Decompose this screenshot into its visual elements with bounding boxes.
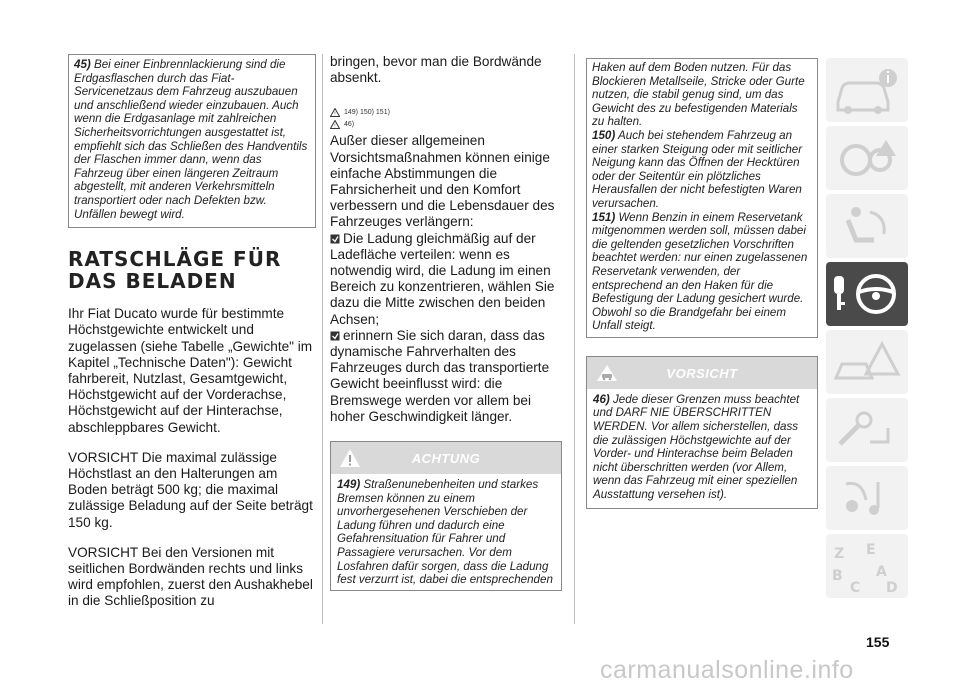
note-45-box: [68, 54, 316, 228]
achtung-box: [330, 441, 562, 591]
achtung-label: ACHTUNG: [411, 451, 481, 467]
column-1: [68, 54, 316, 624]
svg-text:C: C: [850, 580, 861, 596]
vorsicht-label: VORSICHT: [666, 365, 738, 381]
chapter-tab-maintenance[interactable]: [826, 398, 908, 462]
column-divider-1: [322, 54, 323, 624]
note-150-text: Auch bei stehendem Fahrzeug an einer starken Steigung oder mit seitlicher Neigung kann das Öffnen der Hecktüren oder der Seitentür ein plötzliches Herausfallen der nicht befestigten Waren verursachen.: [592, 128, 803, 210]
section-heading: [68, 248, 316, 292]
dashboard-warning-icon: [826, 126, 908, 190]
column-divider-2: [574, 54, 575, 624]
alphabet-index-icon: [826, 534, 908, 598]
paragraph-continuation: bringen, bevor man die Bordwände absenkt.: [330, 54, 542, 86]
note-149-continued: Haken auf dem Boden nutzen. Für das Blockieren Metallseile, Stricke oder Gurte nutzen, die stabil genug sind, um das Gewicht des zu befestigenden Materials zu halten.: [592, 61, 805, 129]
chapter-tab-info[interactable]: [826, 58, 908, 122]
note-151: [592, 211, 812, 333]
svg-text:A: A: [876, 564, 887, 580]
svg-text:!: !: [334, 124, 336, 130]
note-151-number: 151): [592, 210, 616, 224]
paragraph-side-walls: VORSICHT Bei den Versionen mit seitlichen Bordwänden rechts und links wird empfohlen, zuerst den Aushakhebel in die Schließposition zu: [68, 544, 313, 609]
music-navigation-icon: [826, 466, 908, 530]
airbag-seat-icon: [826, 194, 908, 258]
bullet-1-text: Die Ladung gleichmäßig auf der Ladefläche verteilen: wenn es notwendig wird, die Ladung im einen Bereich zu konzentrieren, wählen Sie dazu die Mitte zwischen den beiden Achsen;: [330, 230, 555, 327]
continued-notes-box: [586, 58, 818, 338]
bullet-square-icon: [330, 331, 340, 341]
refs-46: 46): [344, 121, 355, 129]
warning-refs-1: [330, 108, 562, 117]
svg-text:B: B: [832, 568, 843, 584]
refs-149-151: 149) 150) 151): [344, 109, 390, 117]
bullet-item-2: [330, 328, 562, 425]
svg-text:D: D: [886, 580, 898, 596]
note-45: [74, 58, 310, 221]
achtung-header: [331, 442, 561, 474]
vorsicht-box: [586, 356, 818, 509]
bullet-2-text: erinnern Sie sich daran, dass das dynamische Fahrverhalten des Fahrzeuges durch das transportierte Gewicht beeinflusst wird: die Bremswege werden vor allem bei hoher Geschwindigkeit länger.: [330, 327, 550, 424]
note-46: [587, 389, 817, 508]
note-46-number: 46): [593, 392, 610, 406]
svg-text:!: !: [334, 112, 336, 118]
vorsicht-header: [587, 357, 817, 389]
chapter-tab-emergency[interactable]: [826, 330, 908, 394]
car-info-icon: [826, 58, 908, 122]
paragraph-weights: Ihr Fiat Ducato wurde für bestimmte Höchstgewichte entwickelt und zugelassen (siehe Tabelle „Gewichte" im Kapitel „Technische Daten"): Gewicht fahrbereit, Nutzlast, Gesamtgewicht, Höchstgewicht auf der Vorderachse, Höchstgewicht auf der Hinterachse, abschleppbares Gewicht.: [68, 306, 313, 435]
watermark: carmanualsonline.info: [600, 656, 854, 684]
service-tools-icon: [826, 398, 908, 462]
note-150-number: 150): [592, 128, 616, 142]
bullet-square-icon: [330, 234, 340, 244]
page-number: 155: [866, 634, 890, 650]
chapter-tab-safety[interactable]: [826, 194, 908, 258]
car-warning-road-icon: [826, 330, 908, 394]
key-steering-wheel-icon: [826, 262, 908, 326]
paragraph-recommendations: Außer dieser allgemeinen Vorsichtsmaßnahmen können einige einfache Abstimmungen die Fahrsicherheit und den Komfort verbessern und die Lebensdauer des Fahrzeuges verlängern:: [330, 133, 555, 230]
column-3: [586, 58, 818, 509]
paragraph-max-load: VORSICHT Die maximal zulässige Höchstlast an den Halterungen am Boden beträgt 500 kg; die maximal zulässige Beladung auf der Seite beträgt 150 kg.: [68, 449, 313, 530]
note-149: [331, 474, 561, 590]
column-2: [330, 54, 562, 591]
heading-line-1: RATSCHLÄGE FÜR: [68, 247, 282, 272]
note-149-text: Straßenunebenheiten und starkes Bremsen können zu einem unvorhergesehenen Verschieben der Ladung führen und dadurch eine Gefahrensituation für Fahrer und Passagiere verursachen. Vor dem Losfahren dafür sorgen, dass die Ladung fest verzurrt ist, dabei die entsprechenden: [337, 478, 553, 587]
chapter-tab-multimedia[interactable]: [826, 466, 908, 530]
note-149-number: 149): [337, 478, 361, 492]
chapter-tab-index[interactable]: [826, 534, 908, 598]
heading-line-2: DAS BELADEN: [68, 269, 237, 294]
note-45-number: 45): [74, 58, 91, 71]
warning-refs-2: [330, 120, 562, 129]
note-150: [592, 129, 812, 211]
chapter-tab-starting-driving[interactable]: [826, 262, 908, 326]
note-45-text: Bei einer Einbrennlackierung sind die Erdgasflaschen durch das Fiat-Servicenetzaus dem Fahrzeug auszubauen und anschließend wieder einzubauen. Auch wenn die Erdgasanlage mit zahlreichen Sicherheitsvorrichtungen ausgestattet ist, empfiehlt sich das Schließen des Handventils der Flaschen immer dann, wenn das Fahrzeug über einen längeren Zeitraum abgestellt, mit anderen Verkehrsmitteln transportiert oder nach Defekten bzw. Unfällen bewegt wird.: [74, 58, 308, 221]
note-46-text: Jede dieser Grenzen muss beachtet und DARF NIE ÜBERSCHRITTEN WERDEN. Vor allem sicherstellen, dass die zulässigen Höchstgewichte auf der Vorder- und Hinterachse beim Beladen nicht überschritten werden (vor Allem, wenn das Fahrzeug mit einer speziellen Ausstattung versehen ist).: [593, 392, 800, 502]
chapter-tab-dashboard[interactable]: [826, 126, 908, 190]
note-151-text: Wenn Benzin in einem Reservetank mitgenommen werden soll, müssen dabei die geltenden gesetzlichen Vorschriften beachtet werden: nur einen zugelassenen Reservetank verwenden, der entsprechend an den Haken für die Befestigung der Ladung gesichert wurde. Obwohl so die Brandgefahr bei einem Unfall steigt.: [592, 210, 808, 333]
svg-text:E: E: [866, 542, 876, 558]
caution-triangle-icon: [330, 120, 340, 129]
warning-triangle-icon: [330, 108, 340, 117]
svg-text:Z: Z: [834, 546, 845, 562]
bullet-item-1: [330, 231, 562, 328]
